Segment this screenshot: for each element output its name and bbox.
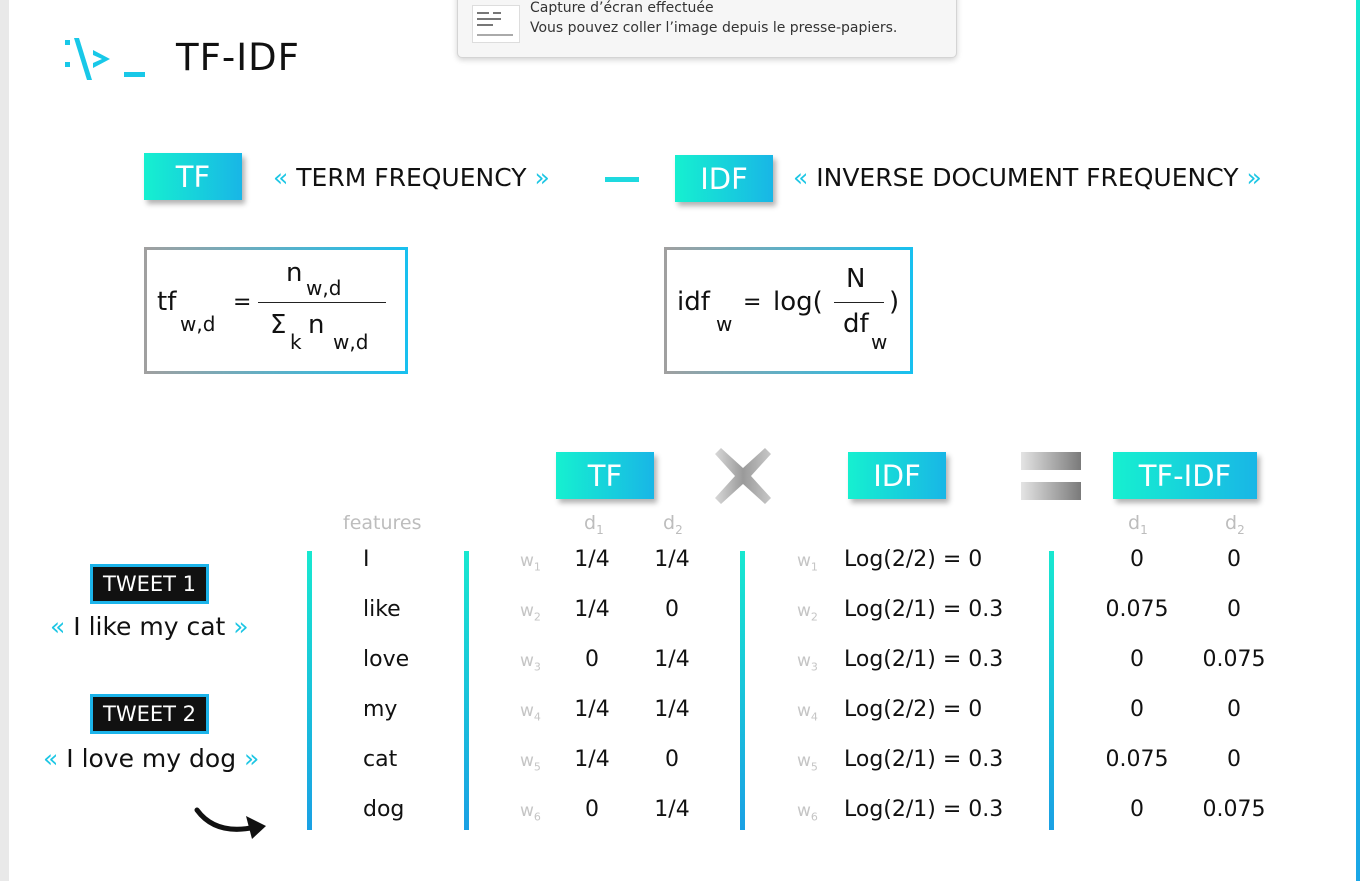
tf-d1-cell: 1/4 [574,697,610,722]
tf-d1-cell: 1/4 [574,597,610,622]
equals-icon [1021,452,1081,500]
table-row [0,547,1360,587]
idf-formula-log: log( [773,287,823,317]
tweet-1-label: TWEET 1 [90,564,209,604]
tf-d2-cell: 1/4 [654,547,690,572]
idf-formula-close-paren: ) [889,287,900,317]
feature-cell: dog [363,797,405,822]
idf-formula-lhs-sub: w [716,312,733,336]
screenshot-notification[interactable] [457,0,957,58]
tfidf-d2-cell: 0.075 [1202,797,1266,822]
tf-d2-cell: 0 [665,747,679,772]
word-index-cell: $w_3$ [797,651,818,674]
word-index-cell: $w_6$ [797,801,818,824]
tf-d1-cell: 0 [585,647,599,672]
tweet-2-text: « I love my dog » [43,744,260,773]
word-index-cell: $w_5$ [797,751,818,774]
tfidf-d1-cell: 0 [1130,697,1144,722]
tf-full-name [273,163,550,192]
feature-cell: love [363,647,410,672]
times-cross-icon [715,448,771,504]
notification-title: Capture d’écran effectuée [530,0,714,16]
tf-formula-sigma: Σ [270,310,287,340]
column-separator [740,551,745,830]
table-row [0,797,1360,837]
idf-fraction-bar [834,302,884,303]
tf-d2-cell: 1/4 [654,647,690,672]
idf-cell: Log(2/1) = 0.3 [844,597,1004,622]
idf-formula-denominator: df [843,309,869,339]
tfidf-d2-cell: 0 [1227,747,1241,772]
tf-formula-lhs: tf [157,287,177,317]
inverse-document-frequency-label: INVERSE DOCUMENT FREQUENCY [816,163,1239,192]
table-row [0,647,1360,687]
idf-cell: Log(2/2) = 0 [844,697,983,722]
tf-formula-numerator: n [286,258,303,288]
term-frequency-label: TERM FREQUENCY [296,163,527,192]
open-quote: « [793,163,809,192]
tfidf-d1-cell: 0 [1130,547,1144,572]
tf-formula-equals: = [233,290,252,315]
close-quote: » [534,163,550,192]
notification-body: Vous pouvez coller l’image depuis le presse-papiers. [530,20,898,36]
tfidf-d2-cell: 0 [1227,697,1241,722]
feature-cell: I [363,547,370,572]
tf-d2-cell: 1/4 [654,697,690,722]
word-index-cell: $w_6$ [520,801,541,824]
idf-formula-equals: = [743,290,762,315]
word-index-cell: $w_1$ [520,551,541,574]
tf-formula-lhs-sub: w,d [180,312,216,336]
word-index-cell: $w_3$ [520,651,541,674]
idf-full-name [793,163,1262,192]
column-separator [307,551,312,830]
tf-formula-denominator: n [308,310,325,340]
tfidf-d1-cell: 0 [1130,797,1144,822]
word-index-cell: $w_2$ [520,601,541,624]
tf-fraction-bar [258,302,386,303]
dash-separator [605,177,639,182]
tweet-1-text: « I like my cat » [50,612,249,641]
table-row [0,697,1360,737]
page-title: TF-IDF [176,36,300,79]
tf-d1-cell: 0 [585,797,599,822]
tf-formula-denominator-sub: w,d [333,330,369,354]
tfidf-d2-header: $d_2$ [1225,512,1245,537]
word-index-cell: $w_4$ [520,701,541,724]
tweet-2-label: TWEET 2 [90,694,209,734]
word-index-cell: $w_4$ [797,701,818,724]
tfidf-d2-cell: 0 [1227,547,1241,572]
idf-column-badge: IDF [848,452,946,499]
feature-cell: like [363,597,401,622]
word-index-cell: $w_2$ [797,601,818,624]
idf-cell: Log(2/1) = 0.3 [844,797,1004,822]
column-separator [464,551,469,830]
tf-d1-header: $d_1$ [584,512,604,537]
close-quote: » [1246,163,1262,192]
screenshot-thumbnail-icon [472,5,520,43]
feature-cell: cat [363,747,398,772]
word-index-cell: $w_5$ [520,751,541,774]
tf-d1-cell: 1/4 [574,547,610,572]
tf-d2-cell: 1/4 [654,797,690,822]
tfidf-d2-cell: 0.075 [1202,647,1266,672]
idf-cell: Log(2/2) = 0 [844,547,983,572]
open-quote: « [273,163,289,192]
tf-d1-cell: 1/4 [574,747,610,772]
tfidf-d1-cell: 0 [1130,647,1144,672]
tf-badge: TF [144,153,242,200]
tfidf-column-badge: TF-IDF [1113,452,1257,499]
idf-formula-numerator: N [846,264,866,294]
idf-badge: IDF [675,155,773,202]
feature-cell: my [363,697,398,722]
tfidf-d1-cell: 0.075 [1105,747,1169,772]
tfidf-d1-cell: 0.075 [1105,597,1169,622]
idf-formula-denominator-sub: w [871,330,888,354]
terminal-prompt-icon [62,34,152,84]
table-row [0,747,1360,787]
tf-d2-cell: 0 [665,597,679,622]
tf-formula-sigma-sub: k [290,330,302,354]
column-separator [1049,551,1054,830]
tf-d2-header: $d_2$ [663,512,683,537]
tfidf-d1-header: $d_1$ [1128,512,1148,537]
word-index-cell: $w_1$ [797,551,818,574]
idf-cell: Log(2/1) = 0.3 [844,647,1004,672]
tf-formula-numerator-sub: w,d [306,276,342,300]
tfidf-d2-cell: 0 [1227,597,1241,622]
idf-cell: Log(2/1) = 0.3 [844,747,1004,772]
idf-formula-lhs: idf [677,287,710,317]
features-column-header: features [343,512,422,534]
table-row [0,597,1360,637]
tf-column-badge: TF [556,452,654,499]
